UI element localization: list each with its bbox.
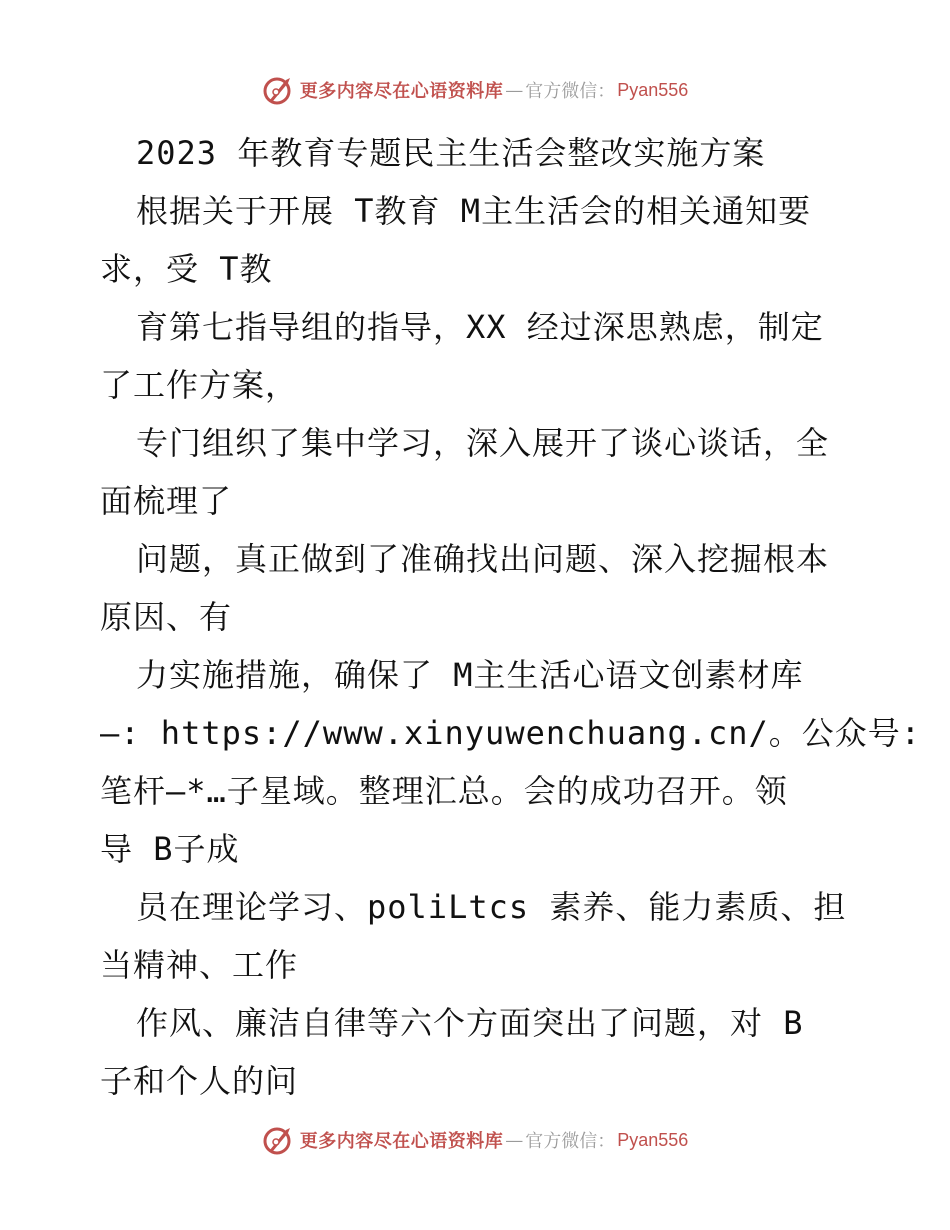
quill-logo-icon [262,1124,294,1156]
paragraph-line: 根据关于开展 T教育 M主生活会的相关通知要 [136,192,812,230]
paragraph-line: 面梳理了 [100,482,233,520]
wechat-id: Pyan556 [617,79,689,100]
paragraph-line: 了工作方案， [100,366,299,404]
footer-banner [0,1120,950,1160]
quill-logo-icon [262,74,294,106]
header-banner [0,70,950,110]
paragraph-line: 员在理论学习、poliLtcs 素养、能力素质、担 [136,888,847,926]
paragraph-line: 笔杆—*…子星域。整理汇总。会的成功召开。领 [100,772,788,810]
banner-separator: — [505,1129,524,1151]
document-body [100,124,922,1110]
banner-separator: — [505,79,524,101]
wechat-id: Pyan556 [617,1129,689,1150]
wechat-label: 官方微信： [525,81,616,102]
paragraph-line: 问题，真正做到了准确找出问题、深入挖掘根本 [136,540,830,578]
paragraph-line: 育第七指导组的指导，XX 经过深思熟虑，制定 [136,308,824,346]
paragraph-line: 原因、有 [100,598,233,636]
paragraph-line: 力实施措施，确保了 M主生活心语文创素材库 [136,656,804,694]
document-title: 2023 年教育专题民主生活会整改实施方案 [136,134,766,172]
paragraph-line: 专门组织了集中学习，深入展开了谈心谈话，全 [136,424,830,462]
paragraph-line: 求，受 T教 [100,250,273,288]
paragraph-line: 导 B子成 [100,830,240,868]
paragraph-line: —: https://www.xinyuwenchuang.cn/。公众号: [100,714,922,752]
banner-text: 更多内容尽在心语资料库 [299,81,504,102]
paragraph-line: 当精神、工作 [100,946,299,984]
paragraph-line: 子和个人的问 [100,1062,299,1100]
banner-text: 更多内容尽在心语资料库 [299,1131,504,1152]
paragraph-line: 作风、廉洁自律等六个方面突出了问题，对 B [136,1004,804,1042]
wechat-label: 官方微信： [525,1131,616,1152]
